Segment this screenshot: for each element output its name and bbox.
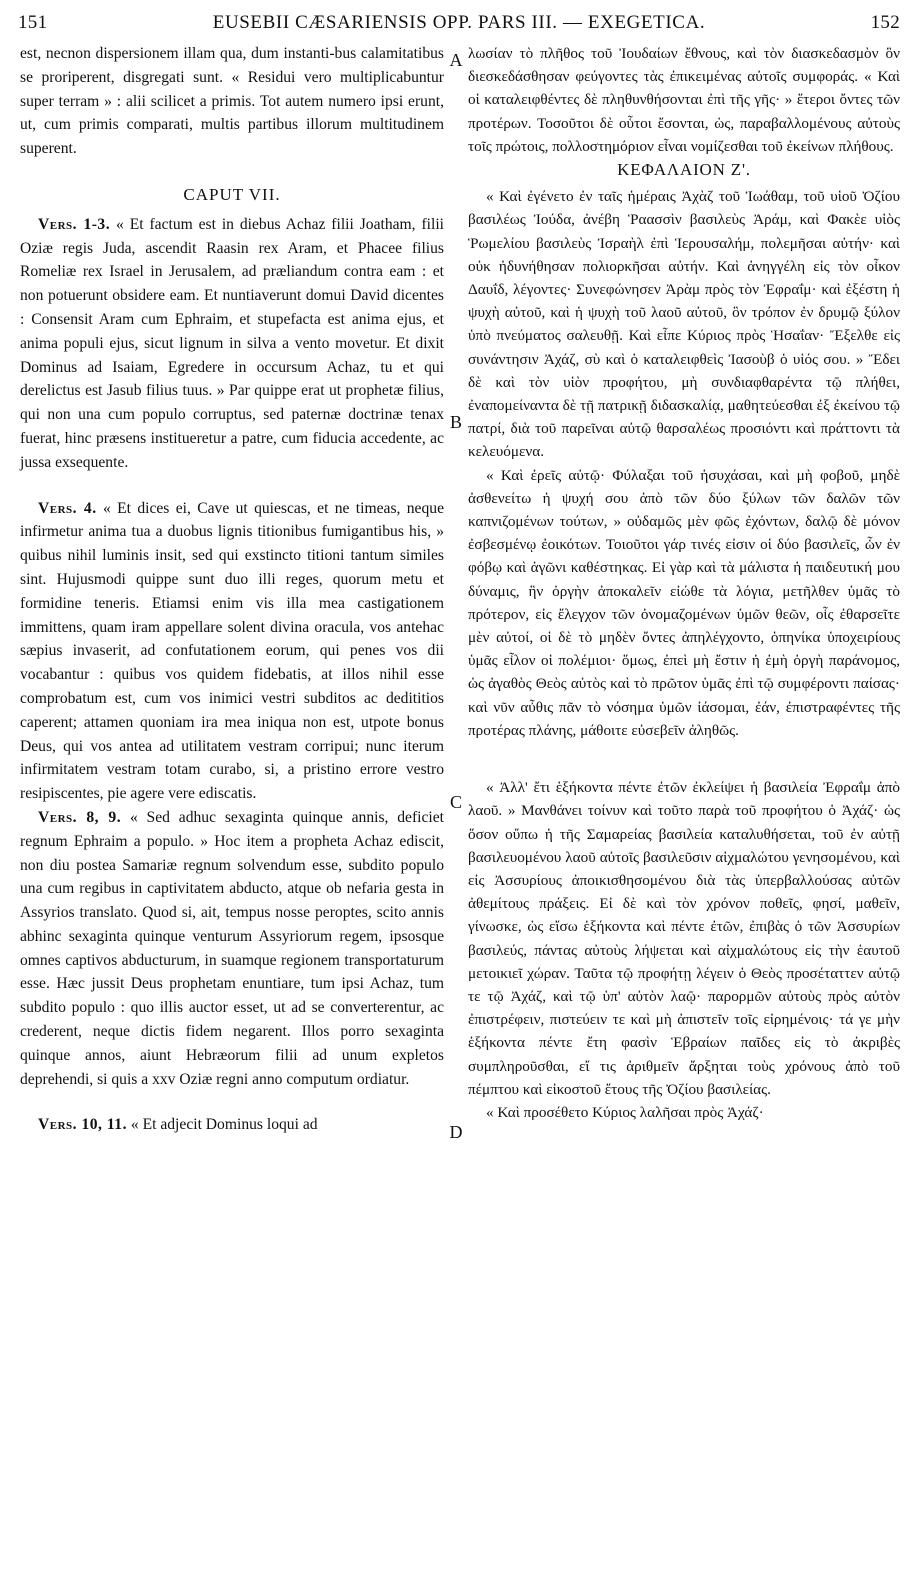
kephalaion-heading: ΚΕΦΑΛΑΙΟΝ Ζ'. — [617, 160, 751, 180]
margin-marker-a: A — [449, 50, 463, 70]
greek-paragraph-2: « Καὶ ἐρεῖς αὐτῷ· Φύλαξαι τοῦ ἡσυχάσαι, καὶ μὴ φοβοῦ, μηδὲ ἀσθενείτω ἡ ψυχή σου ἀπὸ τῶν δύο ξύλων τῶν δαλῶν τῶν καπνιζομένων τούτων, » οὐδαμῶς μὲν φῶς ἐχόντων, δαλῷ δὲ μόνον ἐσβεσμένῳ ἐοικότων. Τοιοῦτοι γάρ τινές εἰσιν οἱ δύο βασιλεῖς, ὧν ἐν φόβῳ καὶ ἀγῶνι καθέστηκας. Εἰ γὰρ καὶ τὰ μάλιστα ἡ παιδευτική μου δύναμις, ἣν ὀργὴν ἀποκαλεῖν εἰώθε τὰ λόγια, μετῆλθεν ὑμᾶς τὸ πρότερον, εἰς ἔλεγχον τῶν ὀνομαζομένων ὑμῶν θεῶν, οἷς ἐθαρσεῖτε μὲν αὐτοί, οἱ δὲ τὸ μηδὲν ὄντες ἀπηλέγχοντο, ὁπηνίκα ὑποχειρίους ὑμᾶς εἶλον οἱ πολέμιοι· ὅμως, ἐπεὶ μὴ ἔστιν ἡ ἐμὴ ὀργὴ παράνομος, ὡς ἀγαθὸς Θεὸς αὐτὸς καὶ τὸ πρῶτον ὑμᾶς ἐπὶ τῷ συμφέροντι παίσας· καὶ νῦν αὖθις πᾶν τὸ νόσημα ὑμῶν ἰάσομαι, ἐάν, ἐπιστραφέντες τῆς προτέρας πλάνης, μάθοιτε εὐσεβεῖν ἀληθῶς. — [468, 466, 900, 739]
verse-text: « Et factum est in diebus Achaz filii Joatham, filii Oziæ regis Juda, ascendit Raasin rex Aram, et Phacee filius Romeliæ rex Israel in Jerusalem, ad præliandum contra eam : et non potuerunt obsidere eam. Et nuntiaverunt domui David dicentes : Consensit Aram cum Ephraim, et stupefacta est anima ejus, et anima populi ejus, sicut lignum in silva a vento movetur. Et dixit Dominus ad Isaiam, Egredere in occursum Achaz, tu et qui derelictus est Jasub filius tuus. » Par quippe erat ut prophetæ filius, qui non una cum populo corruptus, sed paternæ doctrinæ tenax fuerat, hinc præsens institueretur a patre, cum fiducia accedente, ac jussa exsequente. — [20, 215, 444, 471]
verse-label: Vers. 10, 11. — [38, 1116, 127, 1134]
greek-paragraph-3: « Ἀλλ' ἔτι ἑξήκοντα πέντε ἐτῶν ἐκλείψει ἡ βασιλεία Ἐφραΐμ ἀπὸ λαοῦ. » Μανθάνει τοίνυν καὶ τοῦτο παρὰ τοῦ προφήτου ὁ Ἀχάζ· ὡς ὅσον οὔπω ἡ τῆς Σαμαρείας βασιλεία καταλυθήσεται, τοῦ ἐν αὐτῇ βασιλευομένου λαοῦ αὐτοῖς βασιλεῦσιν αἰχμαλώτου γενησομένου, καὶ εἰς Ἀσσυρίους ἀποικισθησομένου διὰ τὰς ὑπερβαλλούσας αὐτῶν ἀθεμίτους πράξεις. Εἰ δὲ καὶ τὸν χρόνον ποθεῖς, φησί, μαθεῖν, γίνωσκε, ὡς εἴσω ἑξήκοντα καὶ πέντε ἐτῶν, ἐπιβὰς ὁ τῶν Ἀσσυρίων βασιλεύς, πάντας αὐτοὺς λήψεται καὶ αἰχμαλώτους εἰς τὴν ἑαυτοῦ μετοικιεῖ χώραν. Ταῦτα τῷ προφήτῃ λέγειν ὁ Θεὸς προσέταττεν αὐτῷ τε τῷ Ἀχάζ, καὶ τῷ ὑπ' αὐτὸν λαῷ· παρορμῶν αὐτοὺς πρὸς αὐτὸν ἐπιστρέφειν, πιστεύειν τε καὶ μὴ ἀπιστεῖν τοῖς εἰρημένοις· τά γε μὴν ἑξήκοντα πέντε ἔτη φασὶν Ἑβραίων παῖδες εἰς τὸ ἀκριβὲς συμπληροῦσθαι, εἴ τις ἀριθμεῖν ἄρξηται τοὺς χρόνους ἀπὸ τοῦ πέμπτου καὶ εἰκοστοῦ ἔτους τῆς Ὀζίου βασιλείας. — [468, 779, 900, 1098]
greek-paragraph-4: « Καὶ προσέθετο Κύριος λαλῆσαι πρὸς Ἀχάζ· — [486, 1103, 764, 1121]
caput-heading: CAPUT VII. — [183, 184, 281, 204]
verse-label: Vers. 1-3. — [38, 215, 111, 233]
running-title: EUSEBII CÆSARIENSIS OPP. PARS III. — EXEGETICA. — [212, 12, 706, 33]
verse-text: « Sed adhuc sexaginta quinque annis, deficiet regnum Ephraim a populo. » Hoc item a propheta Achaz ediscit, non diu postea Samariæ regnum solvendum esse, subdito populo una cum regibus in captivitatem abducto, atque ob nefaria gesta in Assyrios translato. Quod si, ait, tempus nosse peroptes, scito annis abhinc sexaginta quinque venturum Assyriorum regem, ipsosque omnes captivos abducturum, in suamque regionem transportaturum esse. Hæc jussit Deus prophetam enuntiare, tum ipsi Achaz, tum subdito populo : quo illis auctor esset, ut ad se converterentur, ac crederent, neque dictis fidem negarent. Illos porro sexaginta quinque annos, aiunt Hebræorum filii ad unum expletos deprehendi, si quis a xxv Oziæ regni anno computum ordiatur. — [20, 808, 444, 1088]
margin-marker-c: C — [449, 792, 462, 812]
greek-intro-paragraph: λωσίαν τὸ πλῆθος τοῦ Ἰουδαίων ἔθνους, καὶ τὸν διασκεδασμὸν ὃν διεσκεδάσθησαν φεύγοντες τὰς ἐπικειμένας αὐτοῖς συμφοράς. « Καὶ οἱ καταλειφθέντες δὲ πληθυνθήσονται ἐπὶ τῆς γῆς· » ἕτεροι ὄντες τῶν προτέρων. Τοσοῦτοι δὲ οὗτοι ἔσονται, ὡς, παραβαλλομένους αὐτοὺς τοῖς πρώτοις, πολλοστημόριον εἶναι νομίζεσθαι τοῦ ἐκείνων πλήθους. — [468, 45, 900, 155]
latin-verse-4 — [20, 497, 444, 806]
verse-label: Vers. 8, 9. — [38, 808, 122, 826]
margin-marker-d: D — [449, 1122, 463, 1142]
latin-verse-10 — [20, 1113, 444, 1137]
margin-marker-b: B — [449, 412, 462, 432]
latin-column — [20, 42, 444, 1570]
right-page-number: 152 — [870, 12, 900, 33]
latin-verse-8 — [20, 806, 444, 1092]
latin-intro-paragraph: est, necnon dispersionem illam qua, dum instanti-bus calamitatibus se proriperent, disgregati sunt. « Residui vero multiplicabuntur super terram » : alii scilicet a primis. Tot autem numero ipsi erunt, ut, cum primis comparati, multis partibus illorum multitudinem superent. — [20, 45, 444, 158]
running-header — [18, 6, 900, 40]
left-page-number: 151 — [18, 12, 48, 33]
verse-label: Vers. 4. — [38, 499, 97, 517]
latin-verse-1-3 — [20, 213, 444, 475]
greek-paragraph-1: « Καὶ ἐγένετο ἐν ταῖς ἡμέραις Ἀχὰζ τοῦ Ἰωάθαμ, τοῦ υἱοῦ Ὀζίου βασιλέως Ἰούδα, ἀνέβη Ῥαασσὶν βασιλεὺς Ἀράμ, καὶ Φακὲε υἱὸς Ῥωμελίου βασιλεὺς Ἰσραὴλ ἐπὶ Ἱερουσαλήμ, πολεμῆσαι αὐτήν· καὶ οὐκ ἠδυνήθησαν πολιορκῆσαι αὐτήν. Καὶ ἀνηγγέλη εἰς τὸν οἶκον Δαυΐδ, λέγοντες· Συνεφώνησεν Ἀρὰμ πρὸς τὸν Ἐφραΐμ· καὶ ἐξέστη ἡ ψυχὴ αὐτοῦ, καὶ ἡ ψυχὴ τοῦ λαοῦ αὐτοῦ, ὃν τρόπον ἐν δρυμῷ ξύλον ὑπὸ πνεύματος σαλευθῇ. Καὶ εἶπε Κύριος πρὸς Ἡσαΐαν· Ἔξελθε εἰς συνάντησιν Ἀχάζ, σὺ καὶ ὁ καταλειφθεὶς Ἰασοὺβ ὁ υἱός σου. » Ἔδει δὲ καὶ τὸν υἱὸν προφήτου, μὴ συνδιαφθαρέντα τῷ πλήθει, ἐναπομείναντα δὲ τῇ πατρικῇ διδασκαλίᾳ, μαθητεύεσθαι ἐξ ἐκείνου τῷ πατρί, διὰ τοῦ παρεῖναι αὐτῷ θαρσαλέως προσιόντι καὶ πράττοντι τὰ κελευόμενα. — [468, 188, 900, 461]
verse-text: « Et adjecit Dominus loqui ad — [130, 1116, 318, 1134]
greek-column — [468, 42, 900, 1570]
verse-text: « Et dices ei, Cave ut quiescas, et ne timeas, neque infirmetur anima tua a duobus lignis titionibus fumigantibus his, » quibus nihil luminis insit, sed qui exstincto titioni tantum similes sint. Hujusmodi quippe sunt duo illi reges, quorum metu et formidine teneris. Etiamsi enim vis illa mea castigationem immittens, quam iram appellare solent divina oracula, vos antehac sæpius invaserit, ad confutationem eorum, qui penes vos dii vocabantur : quibus vos quidem fidebatis, at illos nihil esse comprobatum est, cum vos inimici vestri subditos ac dedititios caperent; attamen quoniam ira mea iniqua non est, utpote bonus Deus, qui vos antea ad utilitatem vestram corripui; nunc iterum infirmitatem vestram totam curabo, si, a pristino errore vestro resipiscentes, pie agere vere ediscatis. — [20, 499, 444, 803]
